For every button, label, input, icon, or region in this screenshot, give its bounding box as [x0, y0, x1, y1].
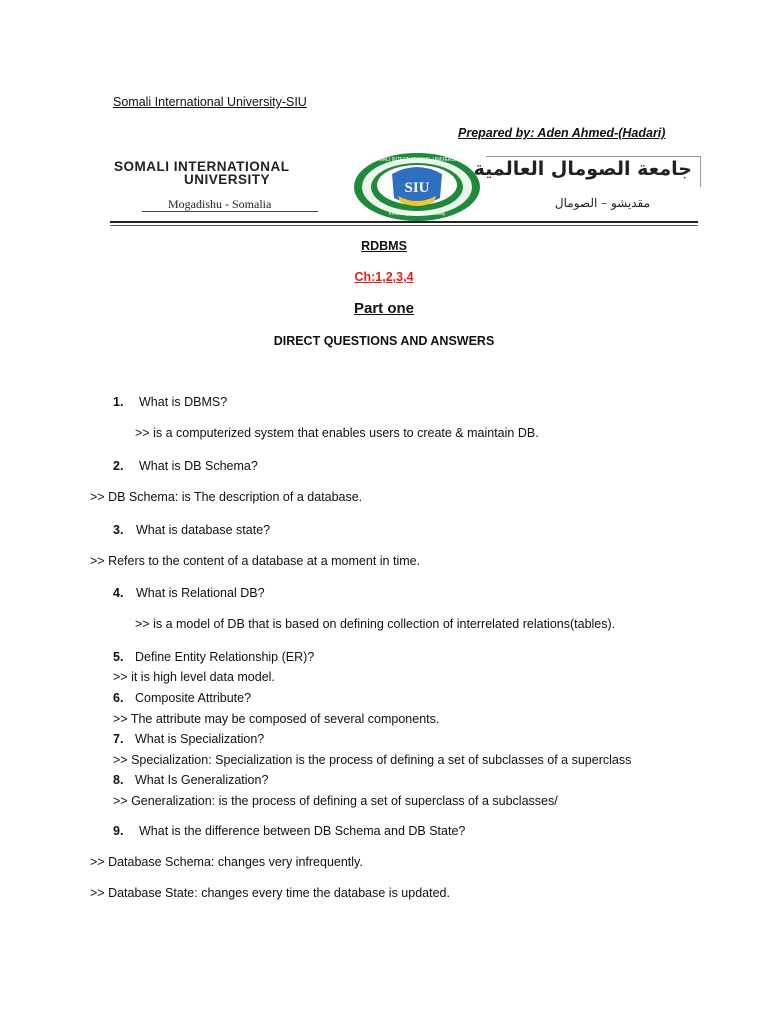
- question-7: [113, 732, 264, 746]
- banner-en-line1: SOMALI INTERNATIONAL: [114, 159, 290, 174]
- answer-6: >> The attribute may be composed of several components.: [113, 712, 440, 726]
- answer-9a: >> Database Schema: changes very infrequently.: [90, 855, 363, 869]
- prepared-by: [458, 126, 665, 140]
- answer-2: >> DB Schema: is The description of a database.: [90, 490, 363, 504]
- question-3: [113, 523, 270, 537]
- question-4: [113, 586, 265, 600]
- part-title: Part one: [353, 300, 414, 317]
- question-1: [113, 395, 227, 409]
- question-text: What is Specialization?: [135, 732, 265, 746]
- chapters-label: Ch:1,2,3,4: [354, 270, 414, 284]
- question-2: [113, 459, 258, 473]
- university-banner: [108, 152, 700, 224]
- question-number: 9.: [113, 824, 124, 838]
- logo-ring-text: SOMALI INTERNATIONAL UNIVERSITY: [371, 157, 463, 163]
- banner-ar-city: مقديشو – الصومال: [554, 196, 650, 210]
- question-number: 2.: [113, 459, 124, 473]
- question-number: 1.: [113, 395, 124, 409]
- question-number: 6.: [113, 691, 124, 705]
- question-9: [113, 824, 465, 838]
- question-text: What is DB Schema?: [139, 459, 258, 473]
- answer-3: >> Refers to the content of a database at a moment in time.: [90, 554, 421, 568]
- question-text: Composite Attribute?: [135, 691, 252, 705]
- answer-1: >> is a computerized system that enables users to create & maintain DB.: [135, 426, 539, 440]
- subject-title: RDBMS: [361, 239, 407, 253]
- question-text: What is database state?: [136, 523, 271, 537]
- question-text: What is the difference between DB Schema and DB State?: [139, 824, 466, 838]
- banner-rule: [110, 221, 698, 223]
- banner-city-underline: [142, 211, 318, 212]
- answer-9b: >> Database State: changes every time the database is updated.: [90, 886, 450, 900]
- logo-motto: Knowledge, Skills & Morality: [388, 211, 446, 216]
- question-text: Define Entity Relationship (ER)?: [135, 650, 315, 664]
- question-number: 8.: [113, 773, 124, 787]
- question-text: What is Relational DB?: [136, 586, 265, 600]
- university-logo: [352, 152, 482, 222]
- answer-8: >> Generalization: is the process of defining a set of superclass of a subclasses/: [113, 794, 558, 808]
- banner-rule-thin: [110, 225, 698, 226]
- prepared-by-name: Aden Ahmed-(Hadari): [534, 126, 666, 140]
- question-number: 5.: [113, 650, 124, 664]
- question-text: What Is Generalization?: [135, 773, 269, 787]
- question-8: [113, 773, 268, 787]
- question-number: 3.: [113, 523, 124, 537]
- answer-4: >> is a model of DB that is based on defining collection of interrelated relations(tables).: [135, 617, 616, 631]
- banner-en-line2: UNIVERSITY: [183, 172, 270, 187]
- question-5: [113, 650, 314, 664]
- answer-5: >> it is high level data model.: [113, 670, 275, 684]
- answer-7: >> Specialization: Specialization is the process of defining a set of subclasses of a superclass: [113, 753, 632, 767]
- question-number: 7.: [113, 732, 124, 746]
- banner-ar-name: جامعة الصومال العالمية: [473, 158, 692, 180]
- institution-title: Somali International University-SIU: [113, 95, 307, 109]
- question-6: [113, 691, 251, 705]
- question-text: What is DBMS?: [139, 395, 228, 409]
- prepared-by-label: Prepared by:: [458, 126, 535, 140]
- question-number: 4.: [113, 586, 124, 600]
- banner-en-city: Mogadishu - Somalia: [168, 197, 272, 211]
- logo-text: SIU: [404, 180, 430, 196]
- section-title: DIRECT QUESTIONS AND ANSWERS: [273, 334, 495, 348]
